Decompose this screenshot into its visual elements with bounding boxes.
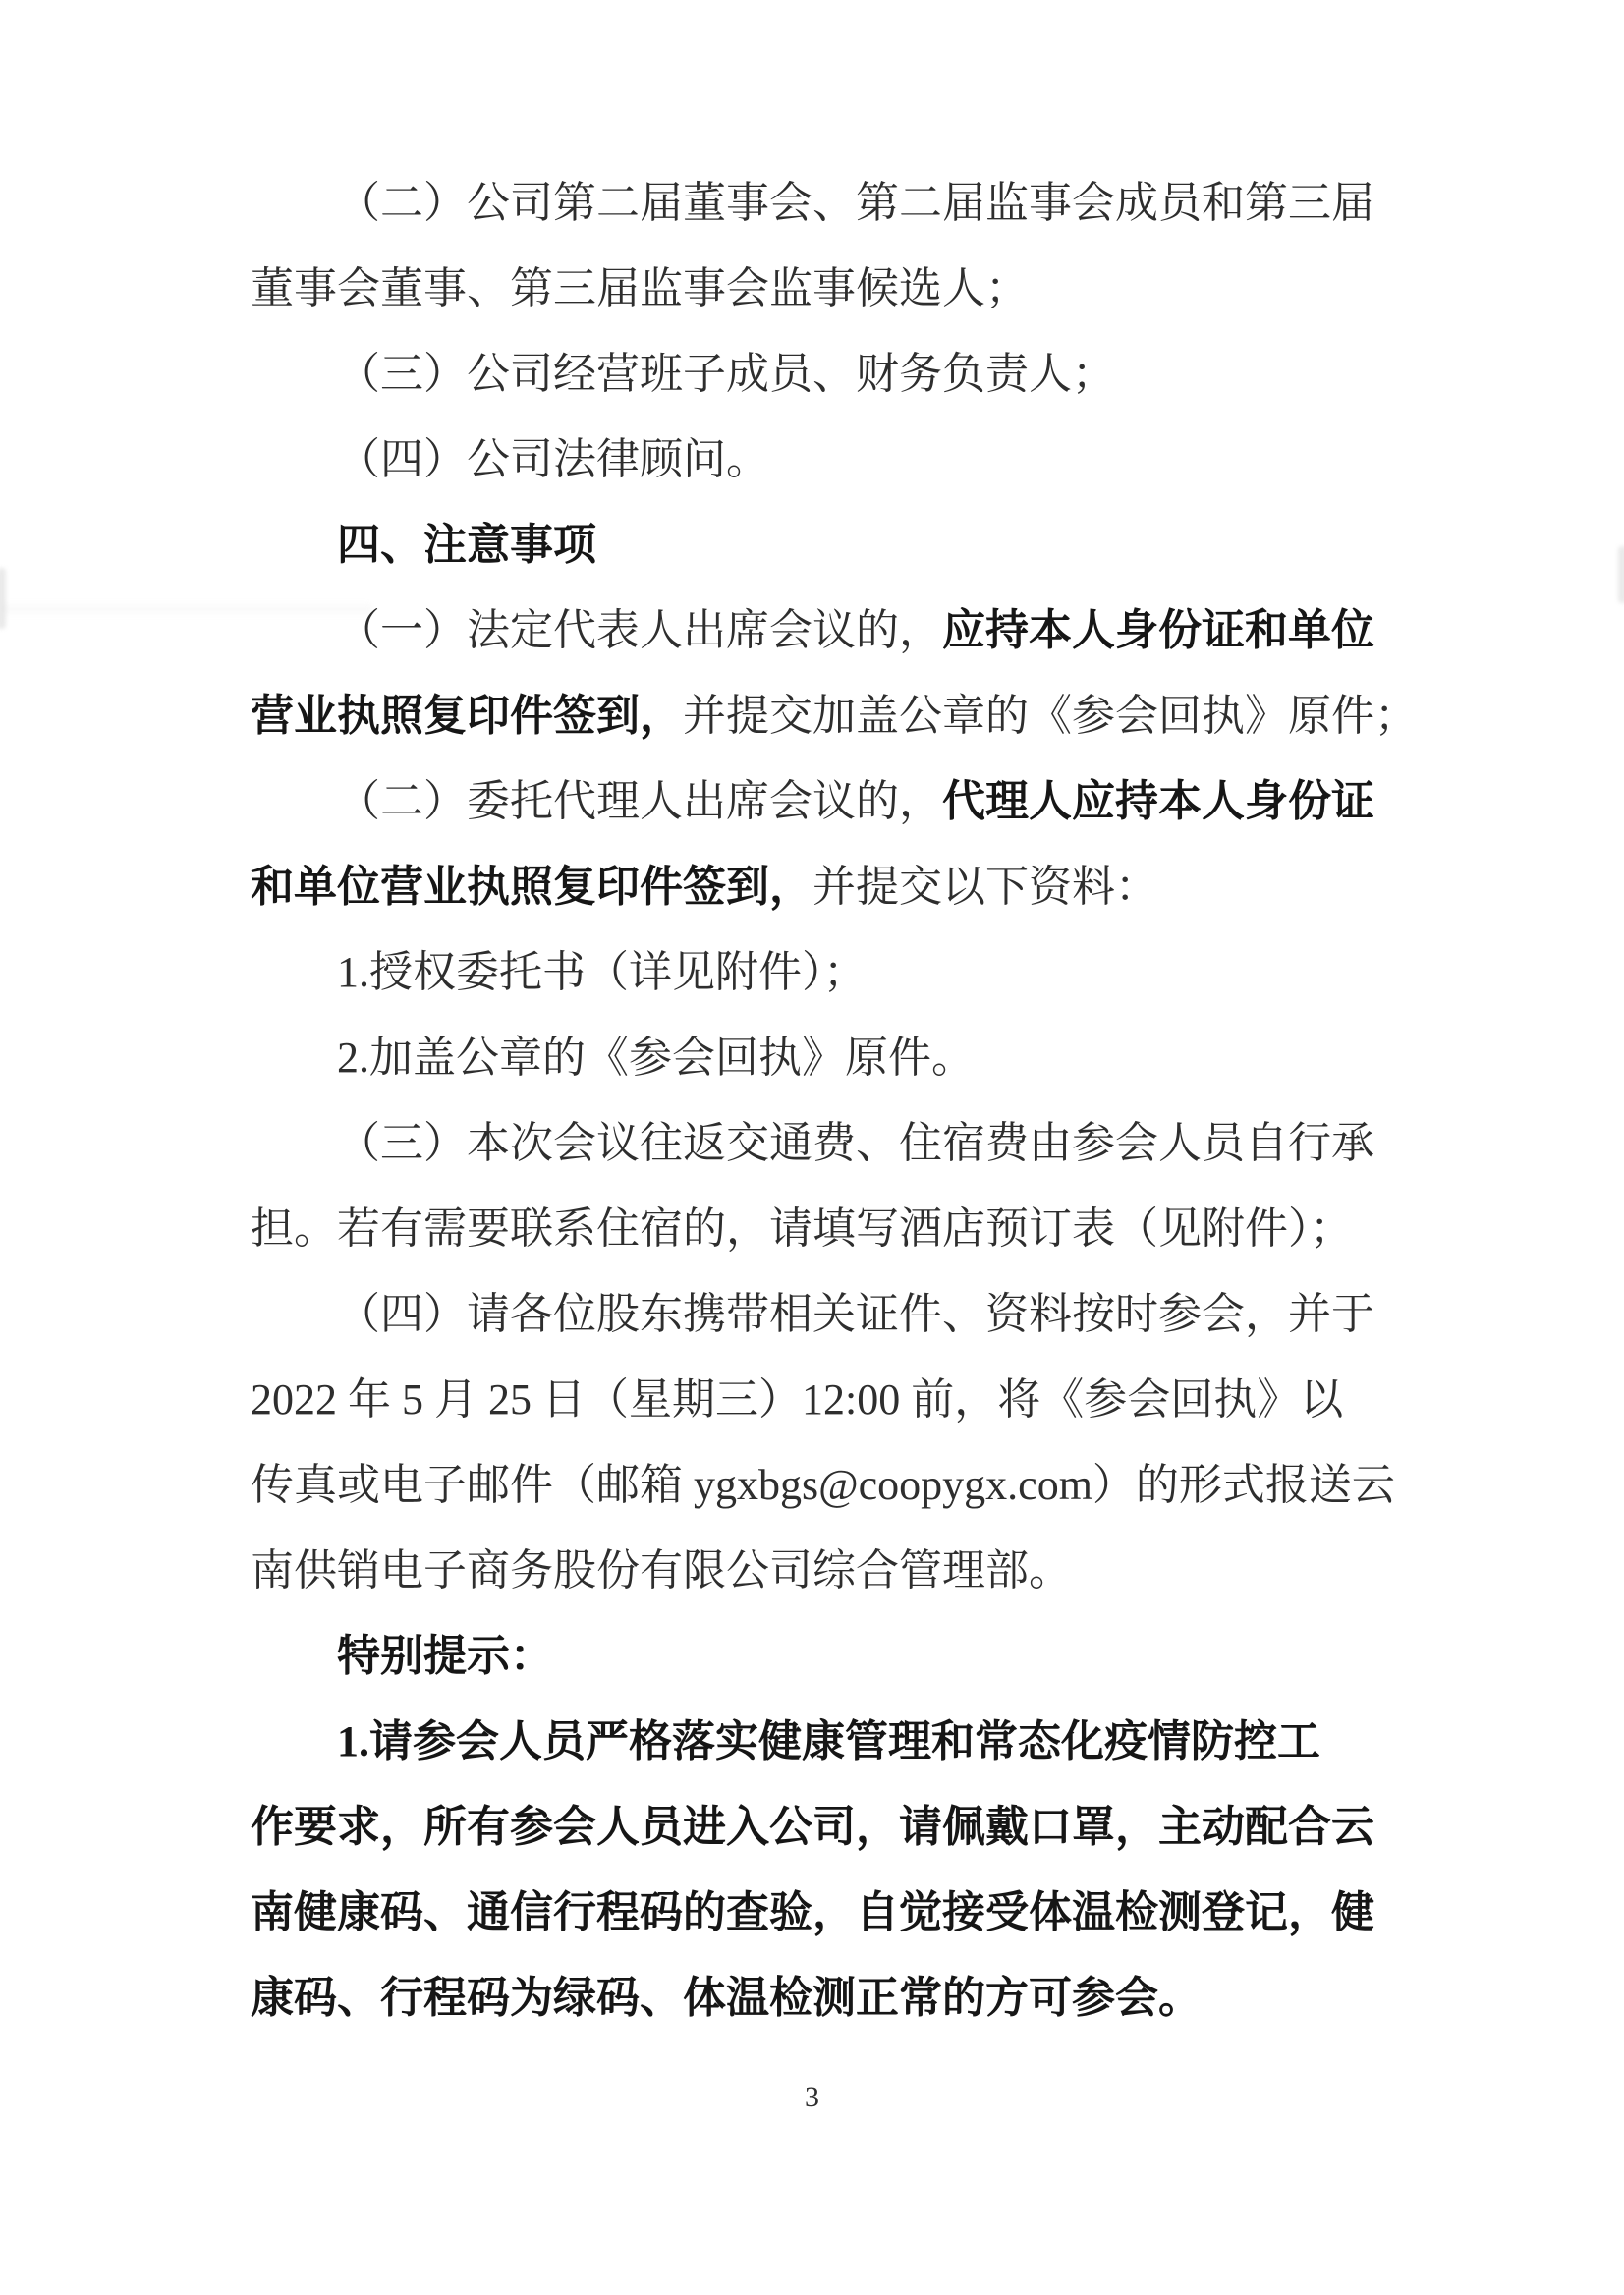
line-text-emphasis: 1.请参会人员严格落实健康管理和常态化疫情防控工 (337, 1717, 1320, 1765)
document-body (251, 160, 1418, 2041)
heading-text: 四、注意事项 (337, 521, 596, 569)
line-text: （四）公司法律顾问。 (337, 435, 769, 483)
text-line (251, 1357, 1376, 1442)
text-line (251, 1442, 1395, 1528)
page-footer (0, 2081, 1624, 2114)
text-line (251, 1699, 1376, 1784)
line-text-emphasis: 南健康码、通信行程码的查验，自觉接受体温检测登记，健 (251, 1888, 1374, 1936)
line-text: （四）请各位股东携带相关证件、资料按时参会，并于 (337, 1290, 1374, 1338)
text-line (251, 246, 1376, 331)
text-line (251, 1870, 1376, 1955)
line-text: （二）公司第二届董事会、第二届监事会成员和第三届 (337, 179, 1374, 227)
line-text: （一）法定代表人出席会议的， (337, 606, 942, 654)
line-text: 担。若有需要联系住宿的，请填写酒店预订表（见附件）； (251, 1204, 1353, 1253)
scan-artifact-left (0, 568, 6, 629)
text-line (251, 1784, 1376, 1870)
text-line (251, 673, 1418, 758)
line-text: 2.加盖公章的《参会回执》原件。 (337, 1034, 975, 1082)
line-text: 传真或电子邮件（邮箱 ygxbgs@coopygx.com）的形式报送云 (251, 1461, 1395, 1509)
line-text: （三）公司经营班子成员、财务负责人； (337, 350, 1115, 398)
line-text-emphasis: 作要求，所有参会人员进入公司，请佩戴口罩，主动配合云 (251, 1803, 1374, 1851)
line-text-emphasis: 营业执照复印件签到， (251, 692, 683, 740)
line-text-emphasis: 康码、行程码为绿码、体温检测正常的方可参会。 (251, 1974, 1202, 2022)
line-text: 并提交加盖公章的《参会回执》原件； (683, 692, 1418, 740)
text-line (251, 844, 1376, 929)
text-line (251, 1528, 1376, 1613)
page-number: 3 (805, 2081, 819, 2113)
text-line (251, 1100, 1376, 1186)
scan-artifact-right (1618, 546, 1624, 603)
heading-text: 特别提示： (337, 1632, 553, 1680)
text-line (251, 1015, 1376, 1100)
section-heading-notes (251, 502, 1376, 588)
text-line (251, 417, 1376, 502)
line-text: 2022 年 5 月 25 日（星期三）12:00 前，将《参会回执》以 (251, 1375, 1344, 1424)
line-text-emphasis: 和单位营业执照复印件签到， (251, 863, 812, 911)
line-text: （二）委托代理人出席会议的， (337, 777, 942, 825)
line-text: （三）本次会议往返交通费、住宿费由参会人员自行承 (337, 1119, 1374, 1167)
text-line (251, 929, 1376, 1015)
text-line (251, 1955, 1376, 2041)
text-line (251, 1271, 1376, 1357)
line-text: 1.授权委托书（详见附件）； (337, 948, 867, 996)
text-line (251, 1186, 1376, 1271)
text-line (251, 160, 1376, 246)
text-line (251, 331, 1376, 417)
line-text: 董事会董事、第三届监事会监事候选人； (251, 264, 1029, 312)
text-line (251, 758, 1376, 844)
section-heading-special-notice (251, 1613, 1376, 1699)
text-line (251, 588, 1376, 673)
line-text-emphasis: 代理人应持本人身份证 (942, 777, 1374, 825)
line-text: 并提交以下资料： (812, 863, 1158, 911)
line-text: 南供销电子商务股份有限公司综合管理部。 (251, 1546, 1072, 1595)
line-text-emphasis: 应持本人身份证和单位 (942, 606, 1374, 654)
